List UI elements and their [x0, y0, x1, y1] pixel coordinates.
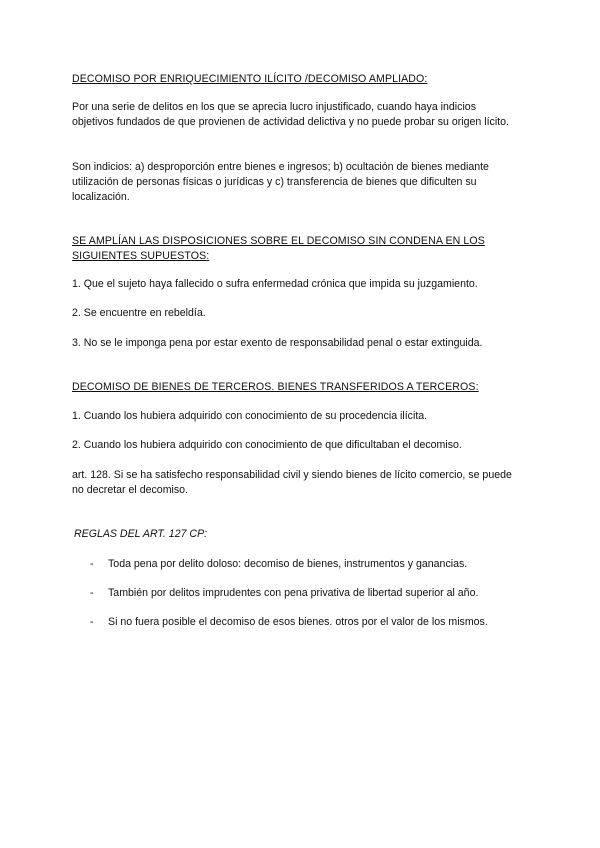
- section4-heading: REGLAS DEL ART. 127 CP:: [74, 528, 208, 540]
- section1-heading: [72, 72, 532, 87]
- list-item: [72, 557, 532, 572]
- bullet-text: También por delitos imprudentes con pena privativa de libertad superior al año.: [108, 587, 479, 599]
- section2-heading: [72, 234, 512, 264]
- section3-item-2: 2. Cuando los hubiera adquirido con conocimiento de que dificultaban el decomiso.: [72, 439, 462, 451]
- section3-heading: [72, 380, 532, 395]
- section2-item-2: 2. Se encuentre en rebeldía.: [72, 307, 206, 319]
- section3-heading-suffix: :: [475, 381, 479, 393]
- section3-note: art. 128. Si se ha satisfecho responsabilidad civil y siendo bienes de lícito comercio, se puede no decretar el decomiso.: [72, 469, 512, 496]
- section2-item-1: 1. Que el sujeto haya fallecido o sufra enfermedad crónica que impida su juzgamiento.: [72, 278, 478, 290]
- section2-heading-text: SE AMPLÍAN LAS DISPOSICIONES SOBRE EL DECOMISO SIN CONDENA EN LOS SIGUIENTES SUPUESTOS: [72, 235, 485, 262]
- dash-marker: -: [90, 616, 94, 628]
- section1-paragraph-2: Son indicios: a) desproporción entre bienes e ingresos; b) ocultación de bienes mediante utilización de personas físicas o jurídicas y c) transferencia de bienes que dificulten su localización.: [72, 161, 489, 203]
- section3-item-1: 1. Cuando los hubiera adquirido con conocimiento de su procedencia ilícita.: [72, 410, 428, 422]
- dash-marker: -: [90, 558, 94, 570]
- section3-heading-text: DECOMISO DE BIENES DE TERCEROS. BIENES TRANSFERIDOS A TERCEROS: [72, 381, 476, 393]
- dash-marker: -: [90, 587, 94, 599]
- section4-bullet-list: [72, 557, 532, 630]
- bullet-text: Toda pena por delito doloso: decomiso de bienes, instrumentos y ganancias.: [108, 558, 468, 570]
- bullet-text: Si no fuera posible el decomiso de esos bienes. otros por el valor de los mismos.: [108, 616, 488, 628]
- section2-item-3: 3. No se le imponga pena por estar exento de responsabilidad penal o estar extinguida.: [72, 337, 483, 349]
- list-item: [72, 586, 532, 601]
- section1-heading-suffix: :: [424, 73, 428, 85]
- section1-heading-text: DECOMISO POR ENRIQUECIMIENTO ILÍCITO /DECOMISO AMPLIADO: [72, 73, 425, 85]
- list-item: [72, 615, 532, 630]
- section1-paragraph-1: Por una serie de delitos en los que se aprecia lucro injustificado, cuando haya indicios objetivos fundados de que provienen de actividad delictiva y no puede probar su origen lícito.: [72, 101, 509, 128]
- section2-heading-suffix: :: [206, 250, 210, 262]
